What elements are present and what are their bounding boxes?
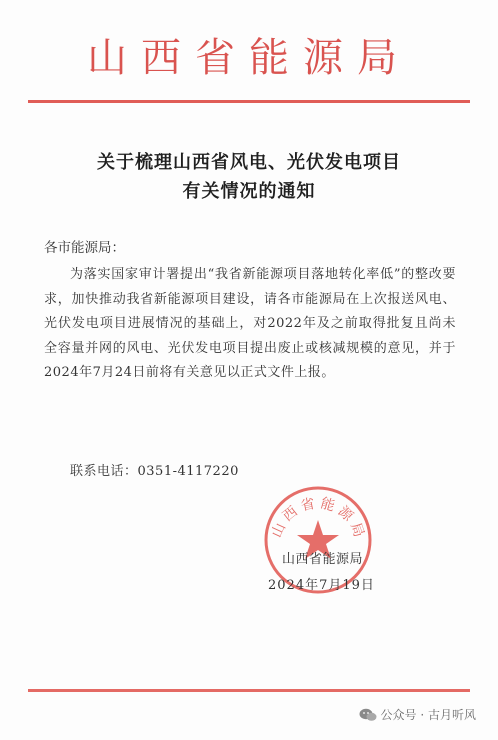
document-title-line2: 有关情况的通知: [182, 181, 316, 202]
document-title-line1: 关于梳理山西省风电、光伏发电项目: [97, 152, 401, 173]
watermark-text: 公众号 · 古月听风: [380, 708, 476, 722]
footer-rule: [28, 689, 470, 692]
wechat-icon: [359, 708, 377, 722]
contact-phone: 联系电话：0351-4117220: [70, 464, 239, 479]
letterhead-title: 山西省能源局: [87, 35, 411, 81]
watermark: [359, 706, 476, 723]
salutation: 各市能源局：: [44, 240, 125, 256]
seal-text: 山西省能源局: [268, 495, 369, 544]
issue-date: 2024年7月19日: [268, 578, 375, 593]
body-paragraph: 为落实国家审计署提出“我省新能源项目落地转化率低”的整改要求，加快推动我省新能源项目建设，请各市能源局在上次报送风电、光伏发电项目进展情况的基础上，对2022年及之前取得批复且尚未全容量并网的风电、光伏发电项目提出废止或核减规模的意见，并于2024年7月24日前将有关意见以正式文件上报。: [44, 267, 456, 380]
issuer-name: 山西省能源局: [282, 552, 364, 567]
letterhead-rule: [28, 100, 470, 103]
